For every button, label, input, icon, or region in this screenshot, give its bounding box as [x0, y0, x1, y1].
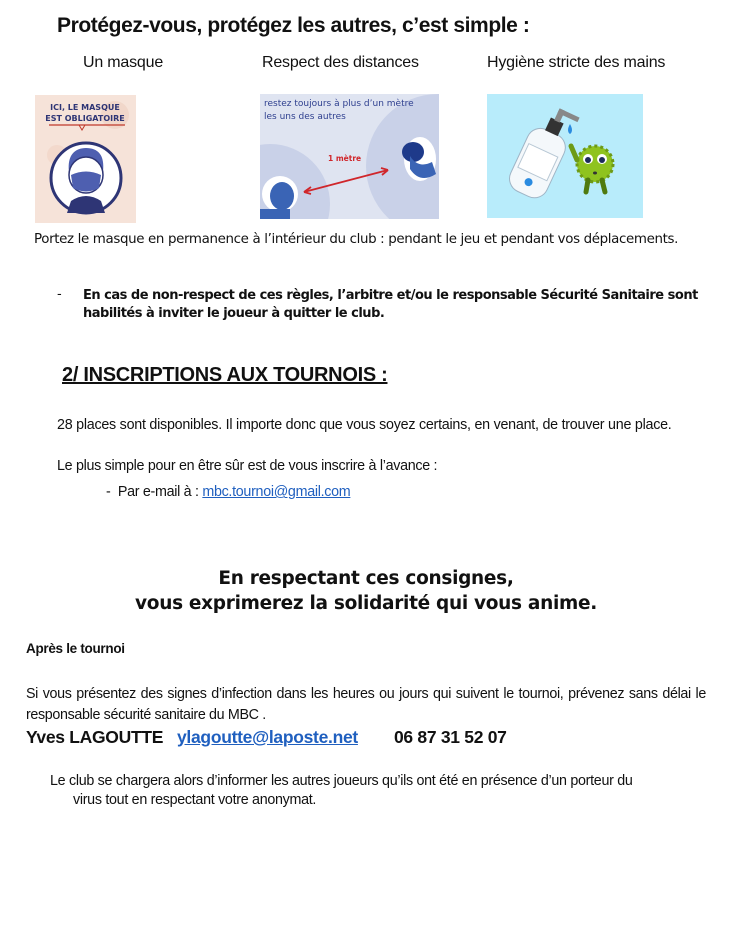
closing-line-1: Le club se chargera alors d’informer les autres joueurs qu’ils ont été en présence d’un porteur du: [50, 773, 633, 789]
contact-name: Yves LAGOUTTE: [26, 727, 164, 747]
bullet-marker: -: [106, 484, 111, 500]
caption-hygiene: Hygiène stricte des mains: [487, 54, 666, 71]
section-heading-inscriptions: 2/ INSCRIPTIONS AUX TOURNOIS :: [62, 364, 388, 386]
page-title: Protégez-vous, protégez les autres, c’est simple :: [57, 14, 530, 37]
slogan-line-2: vous exprimerez la solidarité qui vous anime.: [135, 593, 597, 614]
caption-mask: Un masque: [83, 54, 164, 71]
caption-distance: Respect des distances: [262, 54, 419, 71]
contact-phone: 06 87 31 52 07: [394, 727, 507, 747]
register-paragraph: Le plus simple pour en être sûr est de vous inscrire à l’avance :: [57, 458, 438, 474]
infection-paragraph: Si vous présentez des signes d’infection dans les heures ou jours qui suivent le tournoi, prévenez sans délai le responsable sécurité sanitaire du MBC .: [26, 686, 706, 723]
email-label: Par e-mail à :: [117, 484, 203, 500]
email-bullet: [106, 484, 350, 500]
contact-email-link[interactable]: ylagoutte@laposte.net: [177, 727, 358, 747]
distance-label: 1 mètre: [328, 154, 362, 163]
mask-sign-line2: EST OBLIGATOIRE: [45, 114, 125, 123]
slogan-line-1: En respectant ces consignes,: [218, 568, 514, 589]
distance-text-line2: les uns des autres: [264, 112, 346, 122]
closing-line-2: virus tout en respectant votre anonymat.: [73, 792, 317, 808]
mask-sign-line1: ICI, LE MASQUE: [50, 103, 120, 112]
slogan: [0, 566, 732, 616]
mask-instruction: Portez le masque en permanence à l’intérieur du club : pendant le jeu et pendant vos déplacements.: [34, 232, 679, 247]
rule-warning: En cas de non-respect de ces règles, l’arbitre et/ou le responsable Sécurité Sanitaire sont habilités à inviter le joueur à quitter le club.: [83, 288, 698, 321]
distance-image: [260, 94, 439, 219]
tournament-email-link[interactable]: mbc.tournoi@gmail.com: [202, 484, 351, 500]
places-paragraph: 28 places sont disponibles. Il importe donc que vous soyez certains, en venant, de trouver une place.: [57, 417, 672, 433]
hand-hygiene-image: [487, 94, 643, 218]
mask-mandatory-image: [35, 95, 136, 223]
bullet-marker: -: [57, 287, 62, 302]
distance-text-line1: restez toujours à plus d’un mètre: [264, 99, 414, 109]
after-tournament-heading: Après le tournoi: [26, 641, 125, 656]
